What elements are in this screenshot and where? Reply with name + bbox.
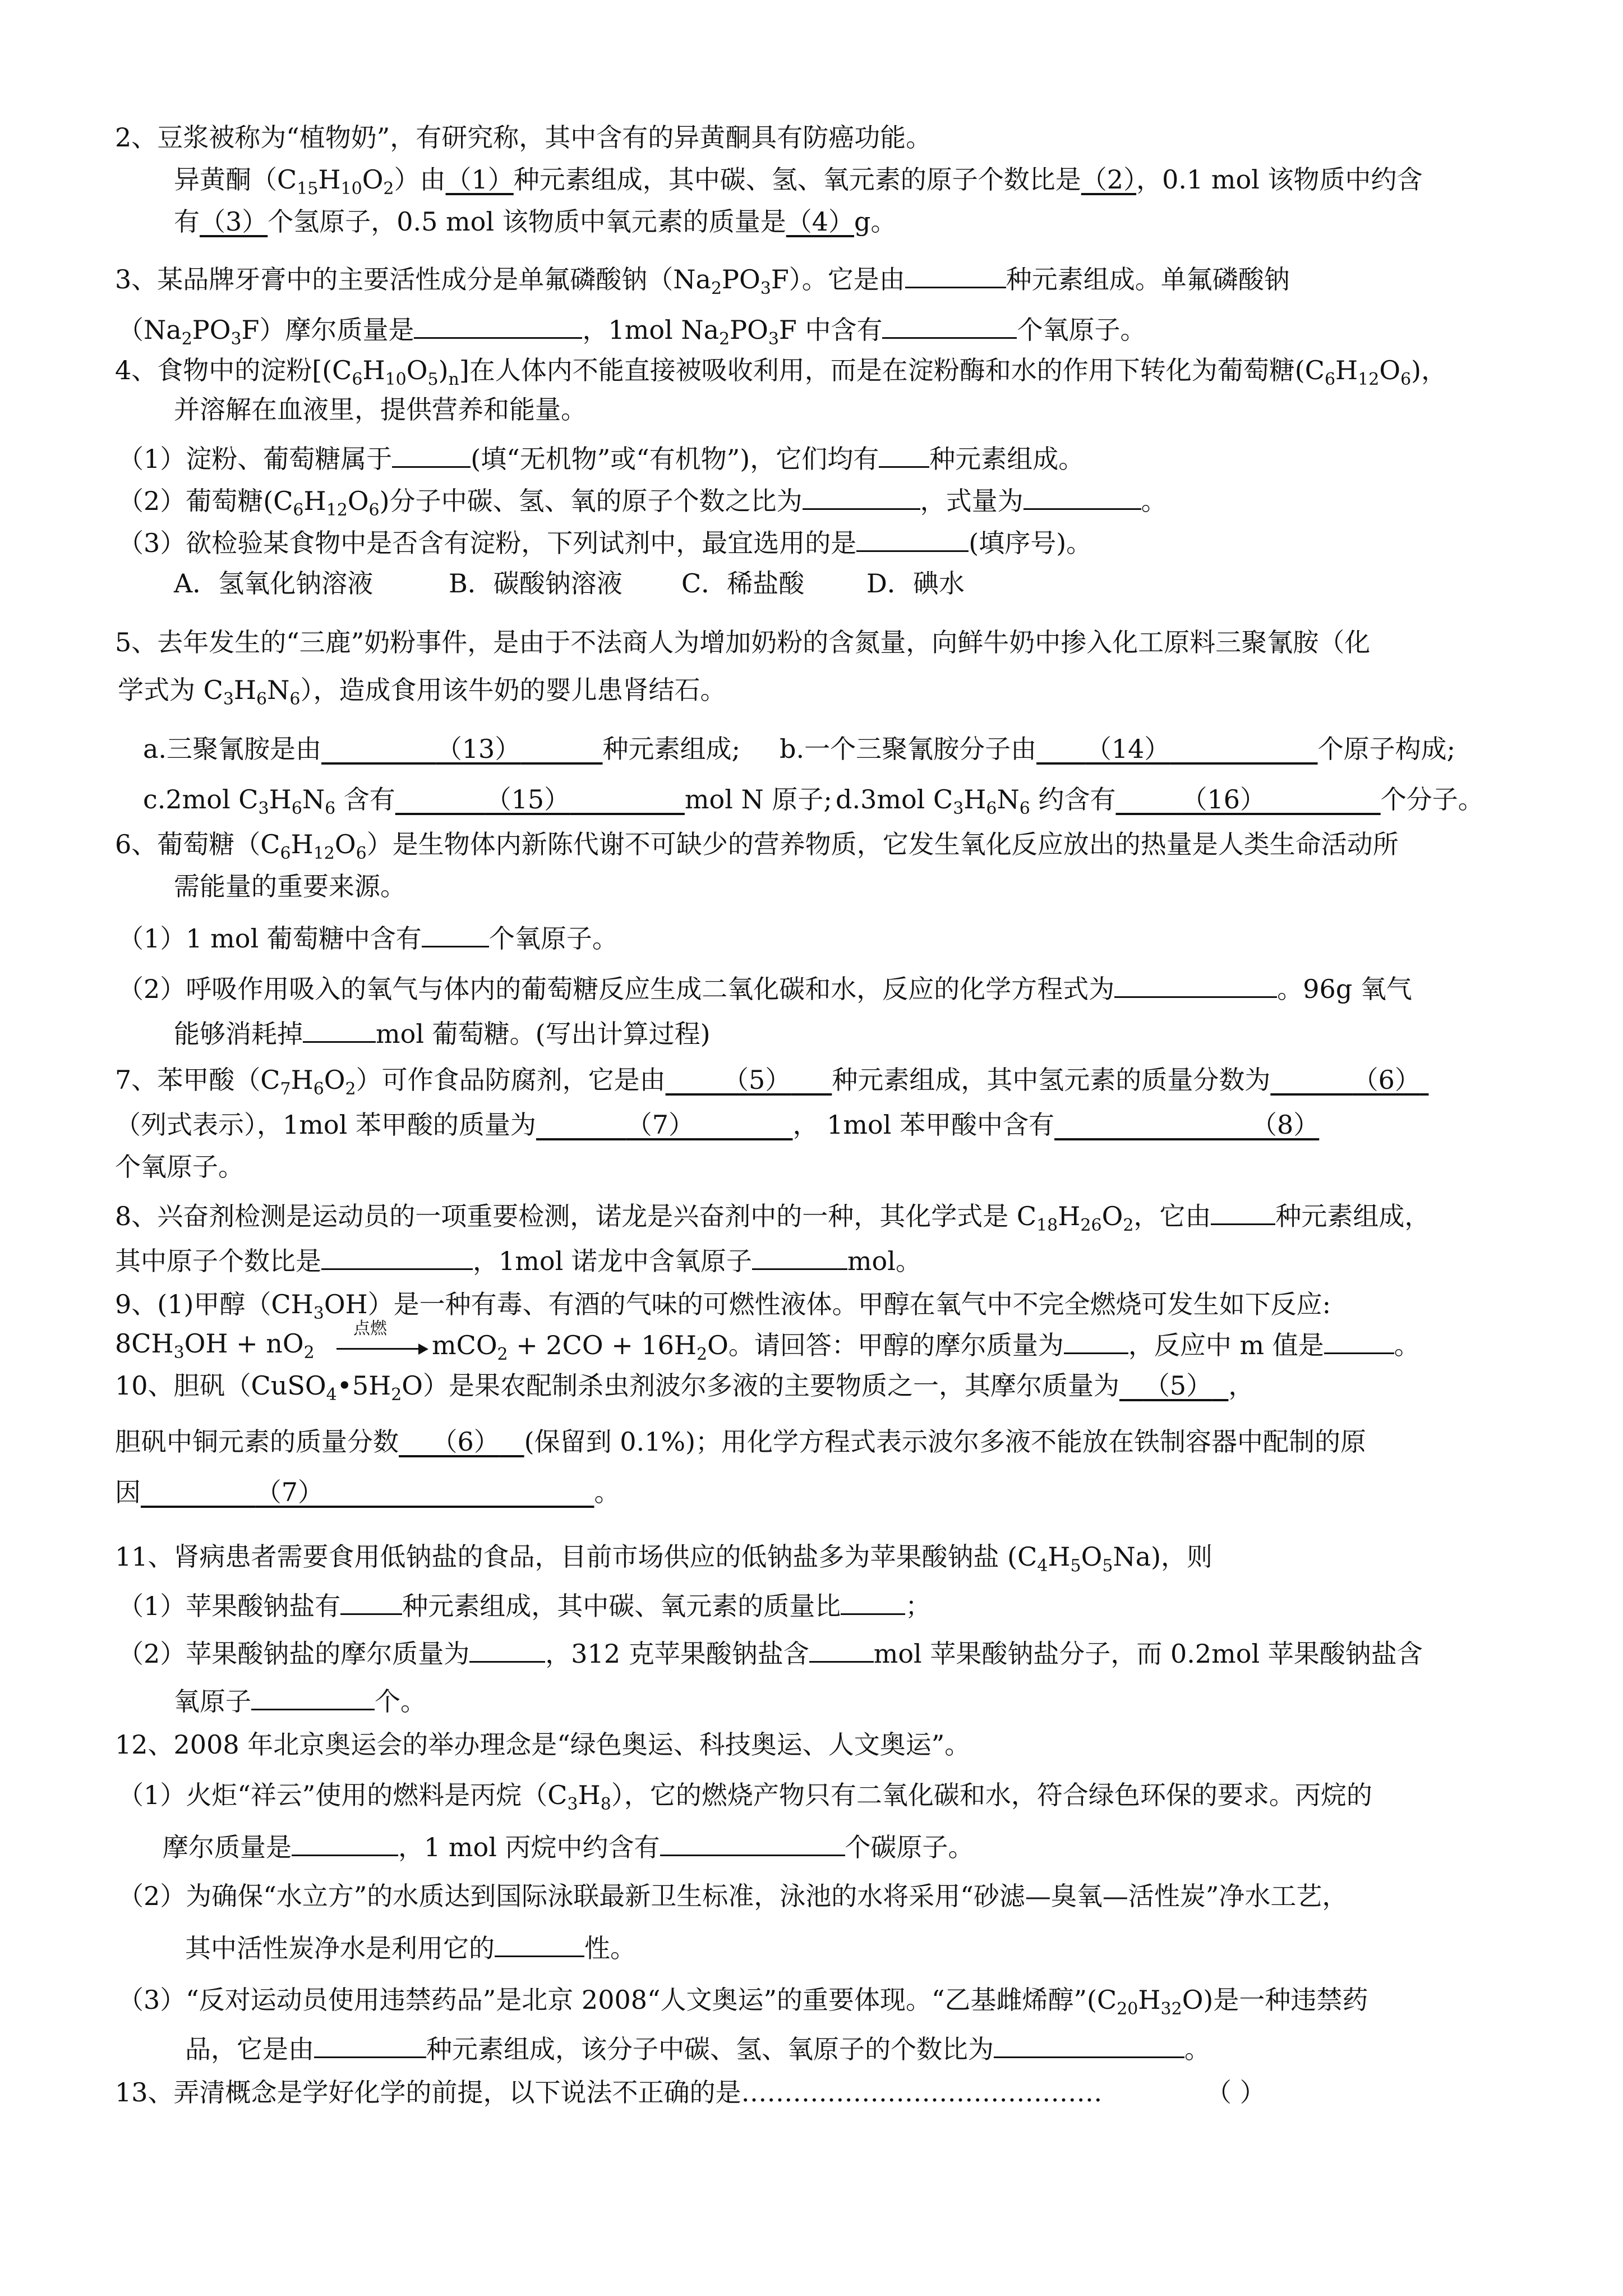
q5-item-c: c.2mol $C_3H_6N_6$ 含有 （15） mol N 原子; xyxy=(143,784,832,818)
q6-part-1 xyxy=(0,914,1623,970)
q12-blank-carbon-atoms[interactable] xyxy=(660,1823,845,1856)
q5-stem: 5、去年发生的“三鹿”奶粉事件，是由于不法商人为增加奶粉的含氮量，向鲜牛奶中掺入化工原料三聚氰胺（化 xyxy=(115,627,1371,657)
q11-blank-oxygen-atoms[interactable] xyxy=(251,1677,375,1710)
q2-line-3 xyxy=(0,199,1623,255)
q12-blank-property[interactable] xyxy=(495,1924,584,1957)
q11-part-1-text: （1）苹果酸钠盐有 种元素组成，其中碳、氧元素的质量比 ； xyxy=(118,1582,931,1628)
q5-blank-16[interactable]: （16） xyxy=(1181,784,1266,815)
q6-line-2 xyxy=(0,864,1623,920)
q4-blank-ratio[interactable] xyxy=(803,477,920,510)
q4-stem: 4、食物中的淀粉$[(C_6H_{10}O_5)_n]$在人体内不能直接被吸收利用，而是在淀粉酶和水的作用下转化为葡萄糖$(C_6H_{12}O_6)$， xyxy=(115,355,1447,389)
q5-item-b: b.一个三聚氰胺分子由 （14） 个原子构成; xyxy=(780,734,1456,764)
q6-part-1-text: （1）1 mol 葡萄糖中含有 个氧原子。 xyxy=(118,914,618,961)
q11-stem: 11、肾病患者需要食用低钠盐的食品，目前市场供应的低钠盐多为苹果酸钠盐 $(C_4H_5O_5Na)$，则 xyxy=(115,1542,1213,1576)
q6-line-2-text: 需能量的重要来源。 xyxy=(174,871,406,901)
q2-blank-4[interactable]: （4） xyxy=(786,206,854,237)
q9-blank-molar-mass[interactable] xyxy=(1064,1321,1128,1354)
q3-stem: 3、某品牌牙膏中的主要活性成分是单氟磷酸钠$(Na_2PO_3F)$。它是由 种元素组成。单氟磷酸钠 xyxy=(115,255,1290,302)
q4-blank-elements[interactable] xyxy=(879,435,929,468)
q11-part-2-text: （2）苹果酸钠盐的摩尔质量为 ，312 克苹果酸钠盐含 mol 苹果酸钠盐分子，而 0.2mol 苹果酸钠盐含 xyxy=(118,1630,1423,1676)
q8-blank-elements[interactable] xyxy=(1211,1192,1275,1225)
q4-part-1-text: （1）淀粉、葡萄糖属于 (填“无机物”或“有机物”)，它们均有 种元素组成。 xyxy=(118,435,1084,481)
q7-blank-6[interactable]: （6） xyxy=(1352,1065,1421,1095)
q3-line-1 xyxy=(0,255,1623,311)
q10-line-3 xyxy=(0,1470,1623,1526)
q2-line-3-text: 有（3）个氢原子，0.5 mol 该物质中氧元素的质量是（4）g。 xyxy=(174,206,897,237)
q8-stem: 8、兴奋剂检测是运动员的一项重要检测，诺龙是兴奋剂中的一种，其化学式是 $C_{18}H_{26}O_2$，它由 种元素组成， xyxy=(115,1192,1430,1239)
q10-line-2 xyxy=(0,1419,1623,1475)
q4-blank-category[interactable] xyxy=(392,435,471,468)
q8-line-2-text: 其中原子个数比是 ，1mol 诺龙中含氧原子 mol。 xyxy=(115,1237,921,1283)
q12-part-2b xyxy=(0,1924,1623,1980)
q12-part-2-text: （2）为确保“水立方”的水质达到国际泳联最新卫生标准，泳池的水将采用“砂滤—臭氧—活性炭”净水工艺， xyxy=(118,1881,1348,1911)
q5-blank-14[interactable]: （14） xyxy=(1085,734,1170,764)
q3-blank-elements[interactable] xyxy=(905,255,1006,288)
q10-stem: 10、胆矾$(CuSO_4•5H_2O)$是果农配制杀虫剂波尔多液的主要物质之一，其摩尔质量为 （5） ， xyxy=(115,1370,1255,1405)
q6-blank-oxygen-atoms[interactable] xyxy=(422,914,489,947)
q10-line-2-text: 胆矾中铜元素的质量分数 （6） (保留到 0.1%)；用化学方程式表示波尔多液不能放在铁制容器中配制的原 xyxy=(115,1427,1367,1457)
q6-blank-equation[interactable] xyxy=(1114,965,1277,998)
q11-blank-elements[interactable] xyxy=(340,1582,402,1615)
q11-blank-moles[interactable] xyxy=(809,1630,874,1663)
q13-answer-paren[interactable]: （ ） xyxy=(1206,2077,1266,2108)
q12-part-3b-text: 品，它是由 种元素组成，该分子中碳、氢、氧原子的个数比为 。 xyxy=(185,2025,1210,2072)
reaction-arrow xyxy=(336,1321,426,1366)
q4-part-3-text: （3）欲检验某食物中是否含有淀粉，下列试剂中，最宜选用的是 (填序号)。 xyxy=(118,519,1092,565)
q4-option-c[interactable]: C．稀盐酸 xyxy=(681,568,805,599)
q5-item-d: d.3mol $C_3H_6N_6$ 约含有 （16） 个分子。 xyxy=(836,784,1484,818)
q9-blank-m-value[interactable] xyxy=(1324,1321,1394,1354)
q10-blank-7[interactable]: （7） xyxy=(255,1477,324,1507)
q2-stem: 2、豆浆被称为“植物奶”，有研究称，其中含有的异黄酮具有防癌功能。 xyxy=(115,122,932,153)
q6-blank-moles[interactable] xyxy=(303,1010,376,1043)
q3-blank-oxygen-atoms[interactable] xyxy=(882,306,1017,339)
q5-blank-13[interactable]: （13） xyxy=(436,734,521,764)
q2-blank-1[interactable]: （1） xyxy=(445,164,514,195)
q5-blank-15[interactable]: （15） xyxy=(485,784,570,815)
q10-blank-5[interactable]: （5） xyxy=(1144,1370,1212,1401)
q2-blank-3[interactable]: （3） xyxy=(200,206,268,237)
q4-part-2-text: （2）葡萄糖$(C_6H_{12}O_6)$分子中碳、氢、氧的原子个数之比为 ，式量为 。 xyxy=(118,477,1167,523)
q7-blank-8[interactable]: （8） xyxy=(1251,1110,1320,1140)
q12-part-1-text: （1）火炬“祥云”使用的燃料是丙烷$(C_3H_8)$，它的燃烧产物只有二氧化碳和水，符合绿色环保的要求。丙烷的 xyxy=(118,1780,1372,1814)
q11-part-2b-text: 氧原子 个。 xyxy=(174,1677,426,1724)
q12-stem: 12、2008 年北京奥运会的举办理念是“绿色奥运、科技奥运、人文奥运”。 xyxy=(115,1729,971,1760)
q4-blank-reagent[interactable] xyxy=(856,519,969,552)
q2-isoflavone-text: 异黄酮$(C_{15}H_{10}O_2)$由（1）种元素组成，其中碳、氢、氧元素的原子个数比是（2），0.1 mol 该物质中约含 xyxy=(174,164,1423,199)
q12-blank-molar-mass[interactable] xyxy=(292,1823,398,1856)
q5-line-2 xyxy=(0,668,1623,724)
q12-part-1 xyxy=(0,1773,1623,1829)
ignition-label: 点燃 xyxy=(353,1319,387,1338)
q3-line-2-text: $(Na_2PO_3F)$摩尔质量是 ，1mol $Na_2PO_3F$ 中含有 个氧原子。 xyxy=(118,306,1146,352)
q13-line-1 xyxy=(0,2070,1623,2126)
q10-line-3-text: 因 （7） 。 xyxy=(115,1477,620,1507)
q12-part-1b-text: 摩尔质量是 ，1 mol 丙烷中约含有 个碳原子。 xyxy=(163,1823,974,1870)
q12-part-2 xyxy=(0,1874,1623,1930)
q11-blank-mass-ratio[interactable] xyxy=(841,1582,905,1615)
q5-items-ab xyxy=(0,726,1623,783)
q2-blank-2[interactable]: （2） xyxy=(1081,164,1137,195)
q11-blank-molar-mass[interactable] xyxy=(469,1630,545,1663)
q7-blank-7[interactable]: （7） xyxy=(626,1110,695,1140)
q8-blank-oxygen-moles[interactable] xyxy=(752,1237,847,1270)
q7-line-3-text: 个氧原子。 xyxy=(115,1152,244,1182)
q6-part-2-text: （2）呼吸作用吸入的氧气与体内的葡萄糖反应生成二氧化碳和水，反应的化学方程式为 。96g 氧气 xyxy=(118,965,1412,1011)
q6-part-2b-text: 能够消耗掉 mol 葡萄糖。(写出计算过程) xyxy=(174,1010,711,1056)
q13-stem: 13、弄清概念是学好化学的前提，以下说法不正确的是…………………………………… xyxy=(115,2077,1103,2108)
q7-stem: 7、苯甲酸$(C_7H_6O_2)$可作食品防腐剂，它是由 （5） 种元素组成，其中氢元素的质量分数为 （6） xyxy=(115,1057,1429,1102)
q4-line-2-text: 并溶解在血液里，提供营养和能量。 xyxy=(174,394,587,425)
q9-stem: 9、(1)甲醇$(CH_3OH)$是一种有毒、有酒的气味的可燃性液体。甲醇在氧气中不完全燃烧可发生如下反应: xyxy=(115,1289,1331,1323)
q10-line-1 xyxy=(0,1363,1623,1419)
q6-stem: 6、葡萄糖$(C_6H_{12}O_6)$是生物体内新陈代谢不可缺少的营养物质，它发生氧化反应放出的热量是人类生命活动所 xyxy=(115,829,1399,863)
q12-line-1 xyxy=(0,1722,1623,1778)
q4-option-d[interactable]: D．碘水 xyxy=(866,568,965,599)
q3-blank-molar-mass[interactable] xyxy=(414,306,582,339)
q12-blank-elements[interactable] xyxy=(314,2025,426,2058)
q12-part-2b-text: 其中活性炭净水是利用它的 性。 xyxy=(185,1924,636,1971)
q8-blank-ratio[interactable] xyxy=(321,1237,473,1270)
q12-part-1b xyxy=(0,1823,1623,1879)
q4-option-b[interactable]: B．碳酸钠溶液 xyxy=(449,568,623,599)
q4-option-a[interactable]: A．氢氧化钠溶液 xyxy=(174,568,374,599)
q7-line-2-text: （列式表示），1mol 苯甲酸的质量为 （7） ， 1mol 苯甲酸中含有 （8） xyxy=(115,1110,1320,1140)
q9-equation-right: $mCO_2 + 2CO + 16H_2O$。请回答：甲醇的摩尔质量为 ，反应中 m 值是 。 xyxy=(432,1321,1420,1368)
q7-blank-5[interactable]: （5） xyxy=(722,1065,791,1095)
q9-equation-left: $8CH_3OH + nO_2$ xyxy=(115,1328,315,1363)
q4-blank-formula-weight[interactable] xyxy=(1023,477,1141,510)
q5-item-a: a.三聚氰胺是由 （13） 种元素组成; xyxy=(143,734,741,764)
q12-part-3-text: （3）“反对运动员使用违禁药品”是北京 2008“人文奥运”的重要体现。“乙基雌烯醇$”(C_{20}H_{32}O)$是一种违禁药 xyxy=(118,1985,1368,2019)
q10-blank-6[interactable]: （6） xyxy=(431,1427,500,1457)
q5-line-2-text: 学式为 $C_3H_6N_6$），造成食用该牛奶的婴儿患肾结石。 xyxy=(118,675,726,709)
q4-options xyxy=(0,561,1623,617)
q12-blank-atom-ratio[interactable] xyxy=(994,2025,1184,2058)
